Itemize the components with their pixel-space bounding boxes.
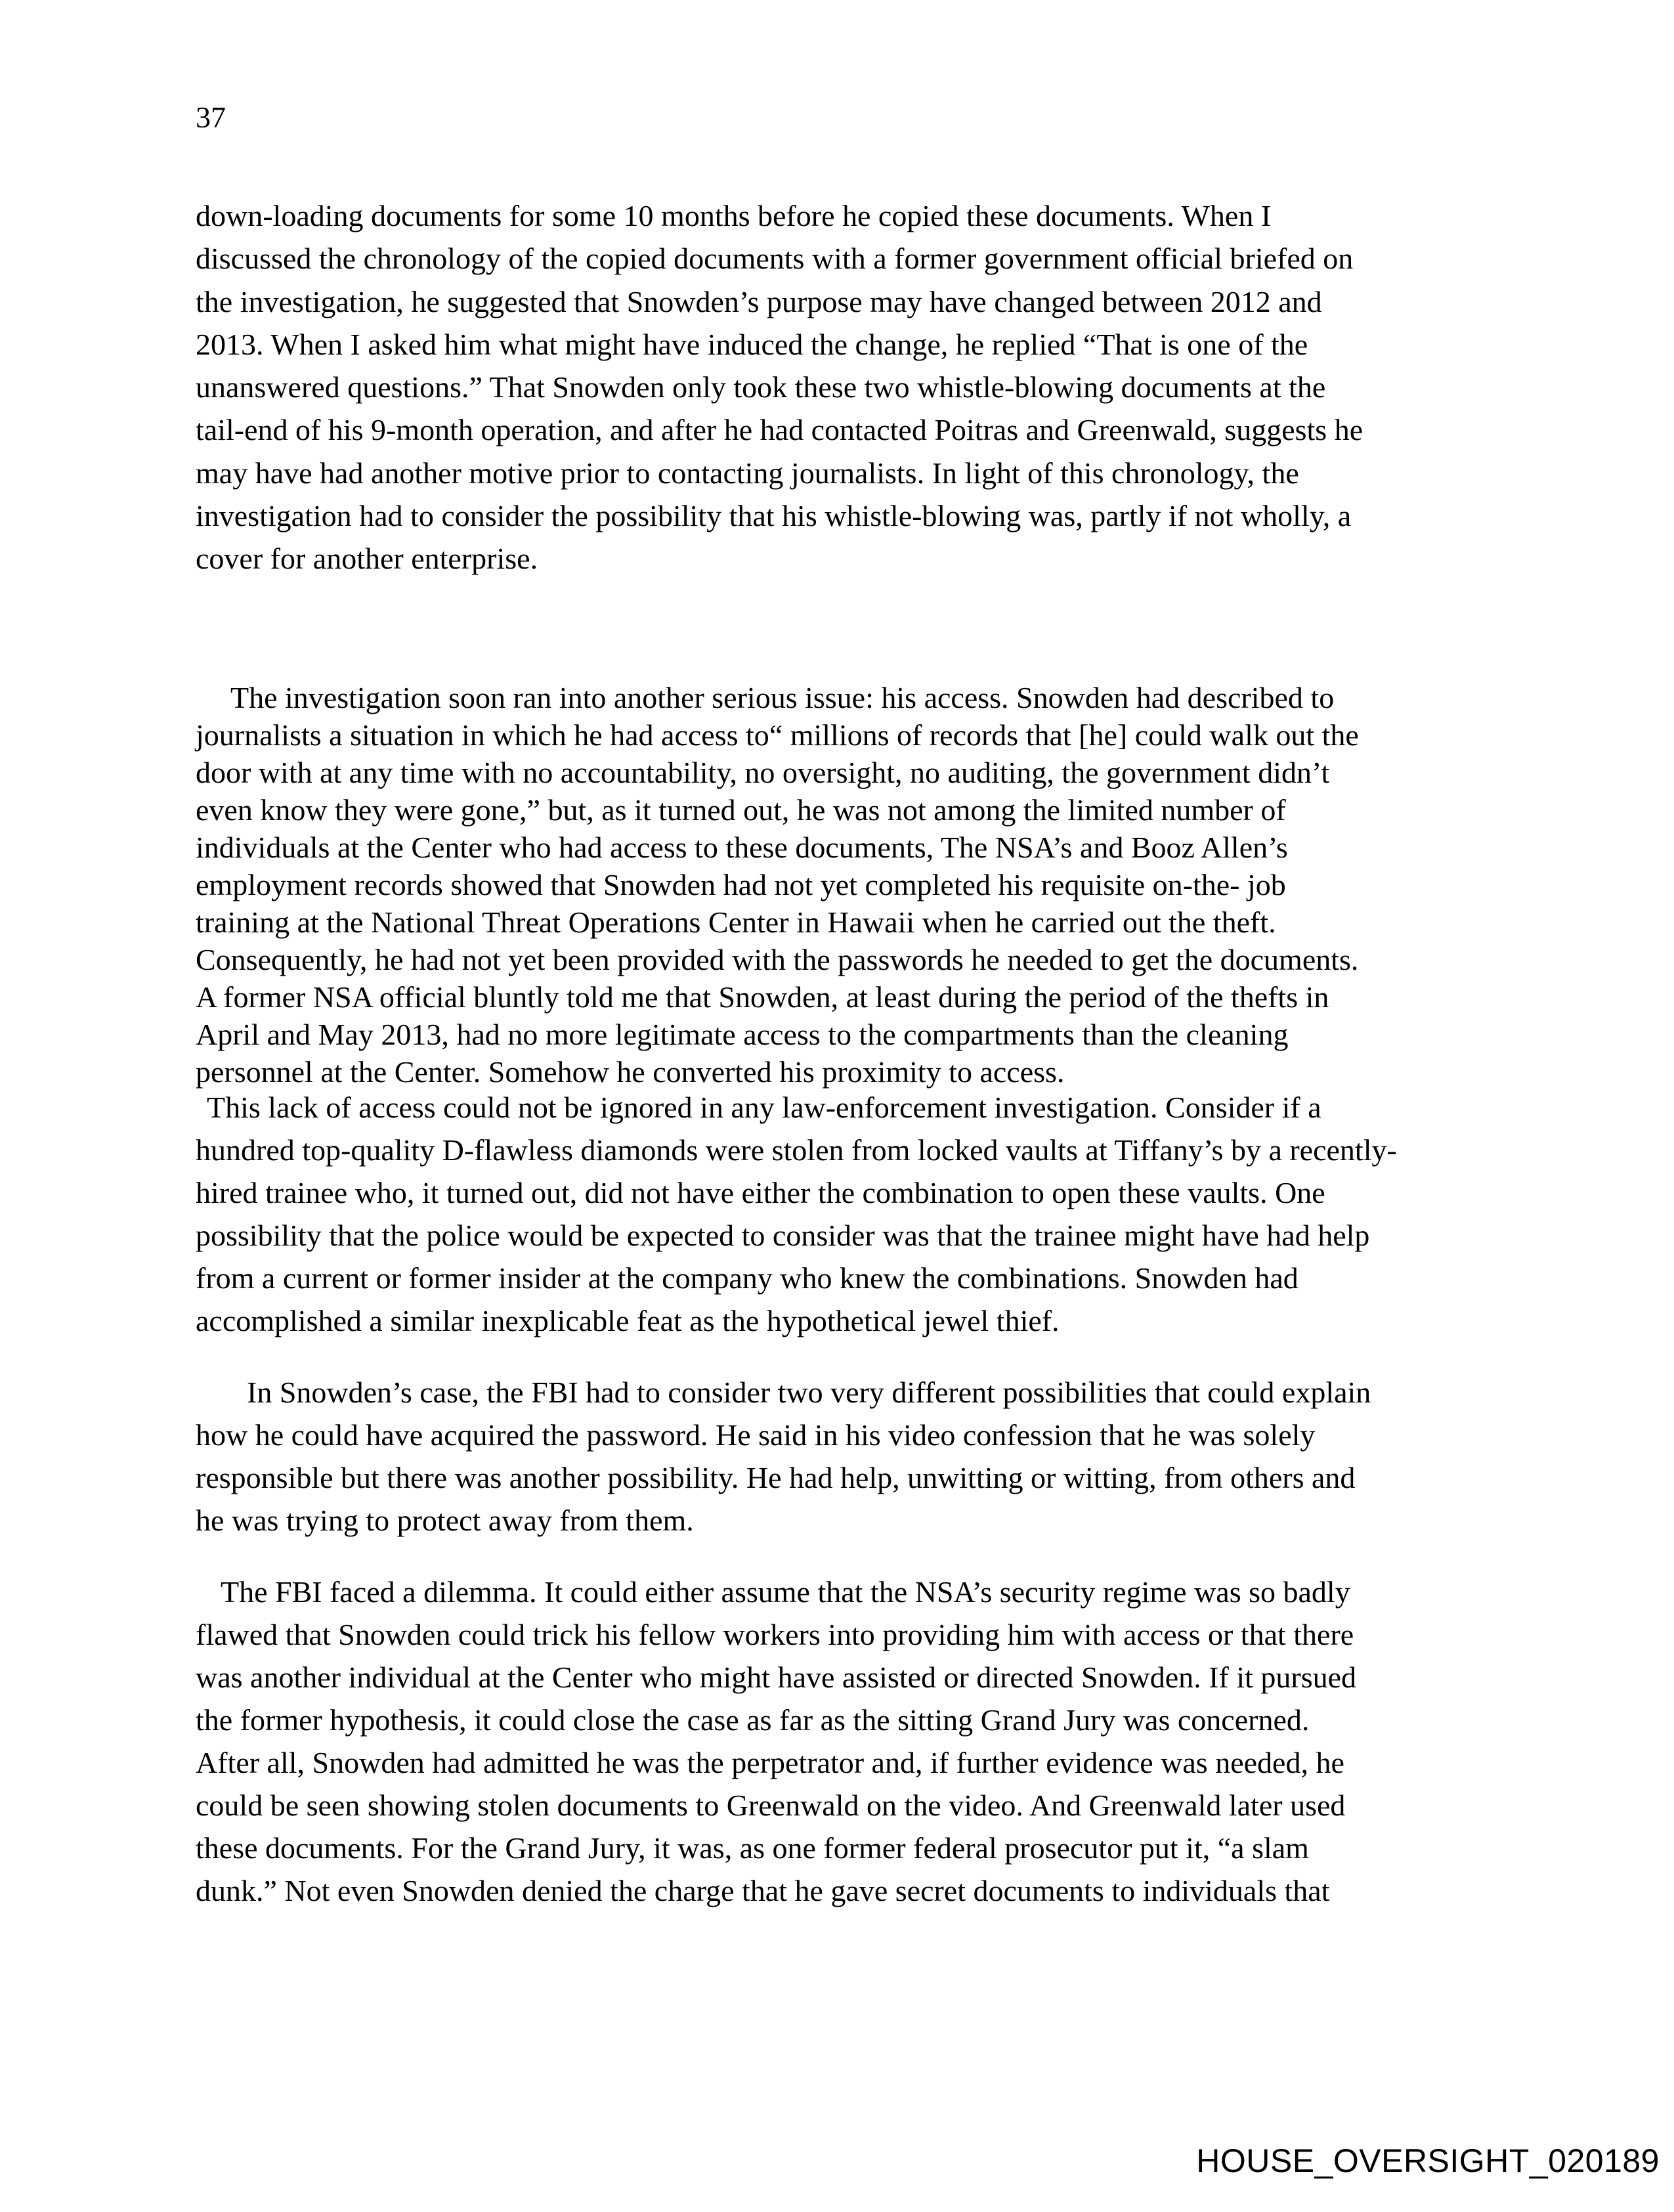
text-line: In Snowden’s case, the FBI had to consider two very different possibilities that could explain (247, 1376, 1371, 1409)
text-line: these documents. For the Grand Jury, it was, as one former federal prosecutor put it, “a slam (196, 1831, 1309, 1865)
bates-stamp: HOUSE_OVERSIGHT_020189 (1196, 2142, 1660, 2179)
text-line: Consequently, he had not yet been provided with the passwords he needed to get the documents. (196, 943, 1359, 976)
text-line: tail-end of his 9-month operation, and after he had contacted Poitras and Greenwald, suggests he (196, 413, 1363, 447)
text-line: was another individual at the Center who might have assisted or directed Snowden. If it pursued (196, 1660, 1357, 1694)
page-number: 37 (196, 100, 226, 134)
text-line: A former NSA official bluntly told me that Snowden, at least during the period of the thefts in (196, 980, 1329, 1014)
text-line: dunk.” Not even Snowden denied the charge that he gave secret documents to individuals that (196, 1874, 1330, 1907)
paragraph-4 (196, 1371, 1371, 1542)
text-line: door with at any time with no accountability, no oversight, no auditing, the government didn’t (196, 756, 1330, 789)
text-line: the investigation, he suggested that Snowden’s purpose may have changed between 2012 and (196, 284, 1322, 318)
text-line: how he could have acquired the password. He said in his video confession that he was solely (196, 1418, 1316, 1452)
text-line: accomplished a similar inexplicable feat as the hypothetical jewel thief. (196, 1304, 1060, 1337)
text-line: unanswered questions.” That Snowden only took these two whistle-blowing documents at the (196, 370, 1326, 404)
text-line: responsible but there was another possibility. He had help, unwitting or witting, from others and (196, 1461, 1356, 1494)
text-line: down-loading documents for some 10 months before he copied these documents. When I (196, 199, 1272, 232)
text-line: The FBI faced a dilemma. It could either assume that the NSA’s security regime was so badly (221, 1575, 1350, 1609)
text-line: hundred top-quality D-flawless diamonds were stolen from locked vaults at Tiffany’s by a recently- (196, 1133, 1397, 1167)
text-line: possibility that the police would be expected to consider was that the trainee might have had help (196, 1219, 1370, 1252)
paragraph-3 (196, 1086, 1397, 1342)
text-line: cover for another enterprise. (196, 542, 538, 576)
text-line: even know they were gone,” but, as it turned out, he was not among the limited number of (196, 793, 1286, 827)
text-line: from a current or former insider at the company who knew the combinations. Snowden had (196, 1261, 1298, 1295)
text-line: The investigation soon ran into another serious issue: his access. Snowden had described to (230, 681, 1335, 714)
text-line: employment records showed that Snowden had not yet completed his requisite on-the- job (196, 868, 1286, 901)
text-line: This lack of access could not be ignored in any law-enforcement investigation. Consider if a (207, 1091, 1321, 1124)
text-line: hired trainee who, it turned out, did not have either the combination to open these vaults. One (196, 1176, 1325, 1209)
text-line: training at the National Threat Operations Center in Hawaii when he carried out the theft. (196, 905, 1276, 939)
text-line: individuals at the Center who had access to these documents, The NSA’s and Booz Allen’s (196, 831, 1288, 864)
text-line: could be seen showing stolen documents to Greenwald on the video. And Greenwald later used (196, 1789, 1346, 1822)
text-line: personnel at the Center. Somehow he converted his proximity to access. (196, 1055, 1065, 1089)
text-line: journalists a situation in which he had access to“ millions of records that [he] could walk out the (196, 718, 1359, 752)
paragraph-1 (196, 194, 1363, 580)
text-line: 2013. When I asked him what might have induced the change, he replied “That is one of the (196, 327, 1308, 361)
text-line: flawed that Snowden could trick his fellow workers into providing him with access or that there (196, 1618, 1354, 1651)
text-line: discussed the chronology of the copied documents with a former government official briefed on (196, 242, 1354, 276)
text-line: he was trying to protect away from them. (196, 1504, 694, 1537)
text-line: After all, Snowden had admitted he was the perpetrator and, if further evidence was needed, he (196, 1746, 1344, 1779)
text-line: the former hypothesis, it could close the case as far as the sitting Grand Jury was concerned. (196, 1703, 1310, 1737)
text-line: may have had another motive prior to contacting journalists. In light of this chronology, the (196, 456, 1299, 490)
paragraph-5 (196, 1571, 1356, 1912)
text-line: investigation had to consider the possibility that his whistle-blowing was, partly if not wholly, a (196, 499, 1352, 533)
text-line: April and May 2013, had no more legitimate access to the compartments than the cleaning (196, 1018, 1289, 1051)
paragraph-2 (196, 679, 1359, 1091)
